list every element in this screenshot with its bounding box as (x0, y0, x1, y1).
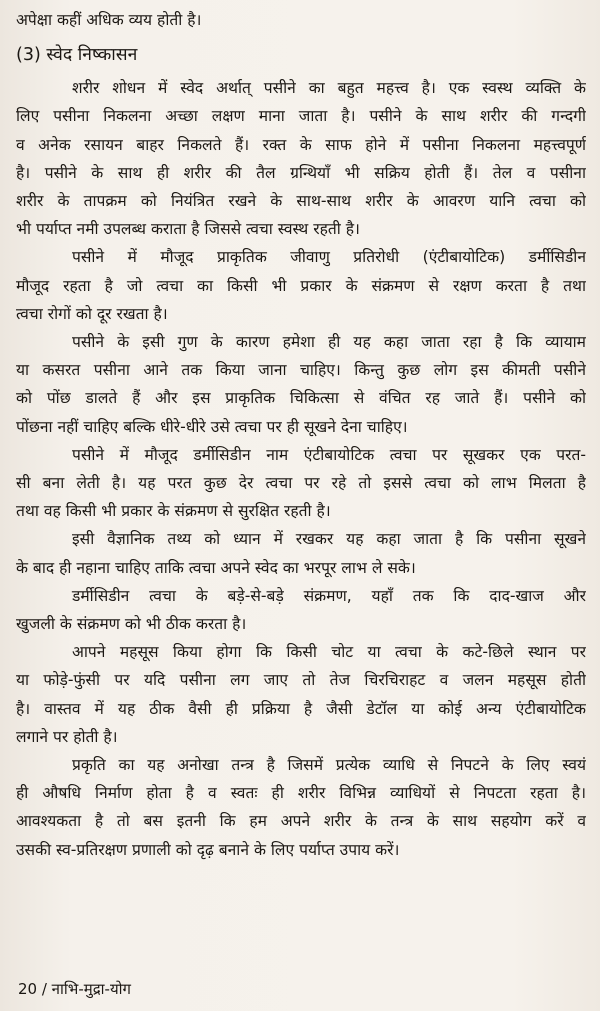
paragraph (16, 525, 586, 581)
text-line: है। पसीने के साथ ही शरीर की तैल ग्रन्थियाँ भी सक्रिय होती हैं। तेल व पसीना (16, 163, 586, 182)
text-line: तथा वह किसी भी प्रकार के संक्रमण से सुरक्षित रहती है। (16, 502, 331, 521)
text-line: के बाद ही नहाना चाहिए ताकि त्वचा अपने स्वेद का भरपूर लाभ ले सके। (16, 558, 416, 577)
section-heading: (3) स्वेद निष्कासन (16, 45, 138, 66)
paragraph (16, 751, 586, 864)
text-line: सी बना लेती है। यह परत कुछ देर त्वचा पर रहे तो इससे त्वचा को लाभ मिलता है (16, 474, 586, 493)
body-text (16, 6, 586, 864)
text-line: त्वचा रोगों को दूर रखता है। (16, 304, 168, 323)
text-line: मौजूद रहता है जो त्वचा का किसी भी प्रकार के संक्रमण से रक्षण करता है तथा (16, 276, 586, 295)
paragraph (16, 328, 586, 441)
text-line: शरीर शोधन में स्वेद अर्थात् पसीने का बहुत महत्त्व है। एक स्वस्थ व्यक्ति के (72, 79, 586, 98)
text-line: डर्मीसिडीन त्वचा के बड़े-से-बड़े संक्रमण, यहाँ तक कि दाद-खाज और (72, 586, 586, 605)
text-line: या फोड़े-फुंसी पर यदि पसीना लग जाए तो तेज चिरचिराहट व जलन महसूस होती (16, 671, 586, 690)
text-line: पोंछना नहीं चाहिए बल्कि धीरे-धीरे उसे त्वचा पर ही सूखने देना चाहिए। (16, 417, 408, 436)
text-line: है। वास्तव में यह ठीक वैसी ही प्रक्रिया है जैसी डेटॉल या कोई अन्य एंटीबायोटिक (16, 699, 586, 718)
text-line: या कसरत पसीना आने तक किया जाना चाहिए। किन्तु कुछ लोग इस कीमती पसीने (16, 361, 586, 380)
paragraph (16, 638, 586, 751)
paragraph (16, 243, 586, 328)
text-line: पसीने के इसी गुण के कारण हमेशा ही यह कहा जाता रहा है कि व्यायाम (72, 333, 586, 352)
text-line: इसी वैज्ञानिक तथ्य को ध्यान में रखकर यह कहा जाता है कि पसीना सूखने (72, 530, 586, 549)
text-line: व अनेक रसायन बाहर निकलते हैं। रक्त के साफ होने में पसीना निकलना महत्त्वपूर्ण (16, 135, 586, 154)
text-line: आवश्यकता है तो बस इतनी कि हम अपने शरीर के तन्त्र के साथ सहयोग करें व (16, 812, 586, 831)
paragraph (16, 582, 586, 638)
intro-line: अपेक्षा कहीं अधिक व्यय होती है। (16, 11, 202, 29)
text-line: उसकी स्व-प्रतिरक्षण प्रणाली को दृढ़ बनाने के लिए पर्याप्त उपाय करें। (16, 840, 400, 859)
text-line: को पोंछ डालते हैं और इस प्राकृतिक चिकित्सा से वंचित रह जाते हैं। पसीने को (16, 389, 586, 408)
paragraph (16, 441, 586, 526)
text-line: लिए पसीना निकलना अच्छा लक्षण माना जाता है। पसीने के साथ शरीर की गन्दगी (16, 107, 586, 126)
text-line: खुजली के संक्रमण को भी ठीक करता है। (16, 615, 247, 634)
text-line: शरीर के तापक्रम को नियंत्रित रखने के साथ-साथ शरीर के आवरण यानि त्वचा को (16, 192, 586, 211)
page-footer: 20 / नाभि-मुद्रा-योग (18, 980, 131, 998)
text-line: आपने महसूस किया होगा कि किसी चोट या त्वचा के कटे-छिले स्थान पर (72, 643, 586, 662)
text-line: पसीने में मौजूद डर्मीसिडीन नाम एंटीबायोटिक त्वचा पर सूखकर एक परत- (72, 445, 586, 464)
text-line: लगाने पर होती है। (16, 727, 118, 746)
text-line: भी पर्याप्त नमी उपलब्ध कराता है जिससे त्वचा स्वस्थ रहती है। (16, 220, 360, 239)
paragraph (16, 74, 586, 243)
text-line: ही औषधि निर्माण होता है व स्वतः ही शरीर विभिन्न व्याधियों से निपटता रहता है। (16, 784, 586, 803)
text-line: पसीने में मौजूद प्राकृतिक जीवाणु प्रतिरोधी (एंटीबायोटिक) डर्मीसिडीन (72, 248, 586, 267)
text-line: प्रकृति का यह अनोखा तन्त्र है जिसमें प्रत्येक व्याधि से निपटने के लिए स्वयं (72, 756, 586, 775)
